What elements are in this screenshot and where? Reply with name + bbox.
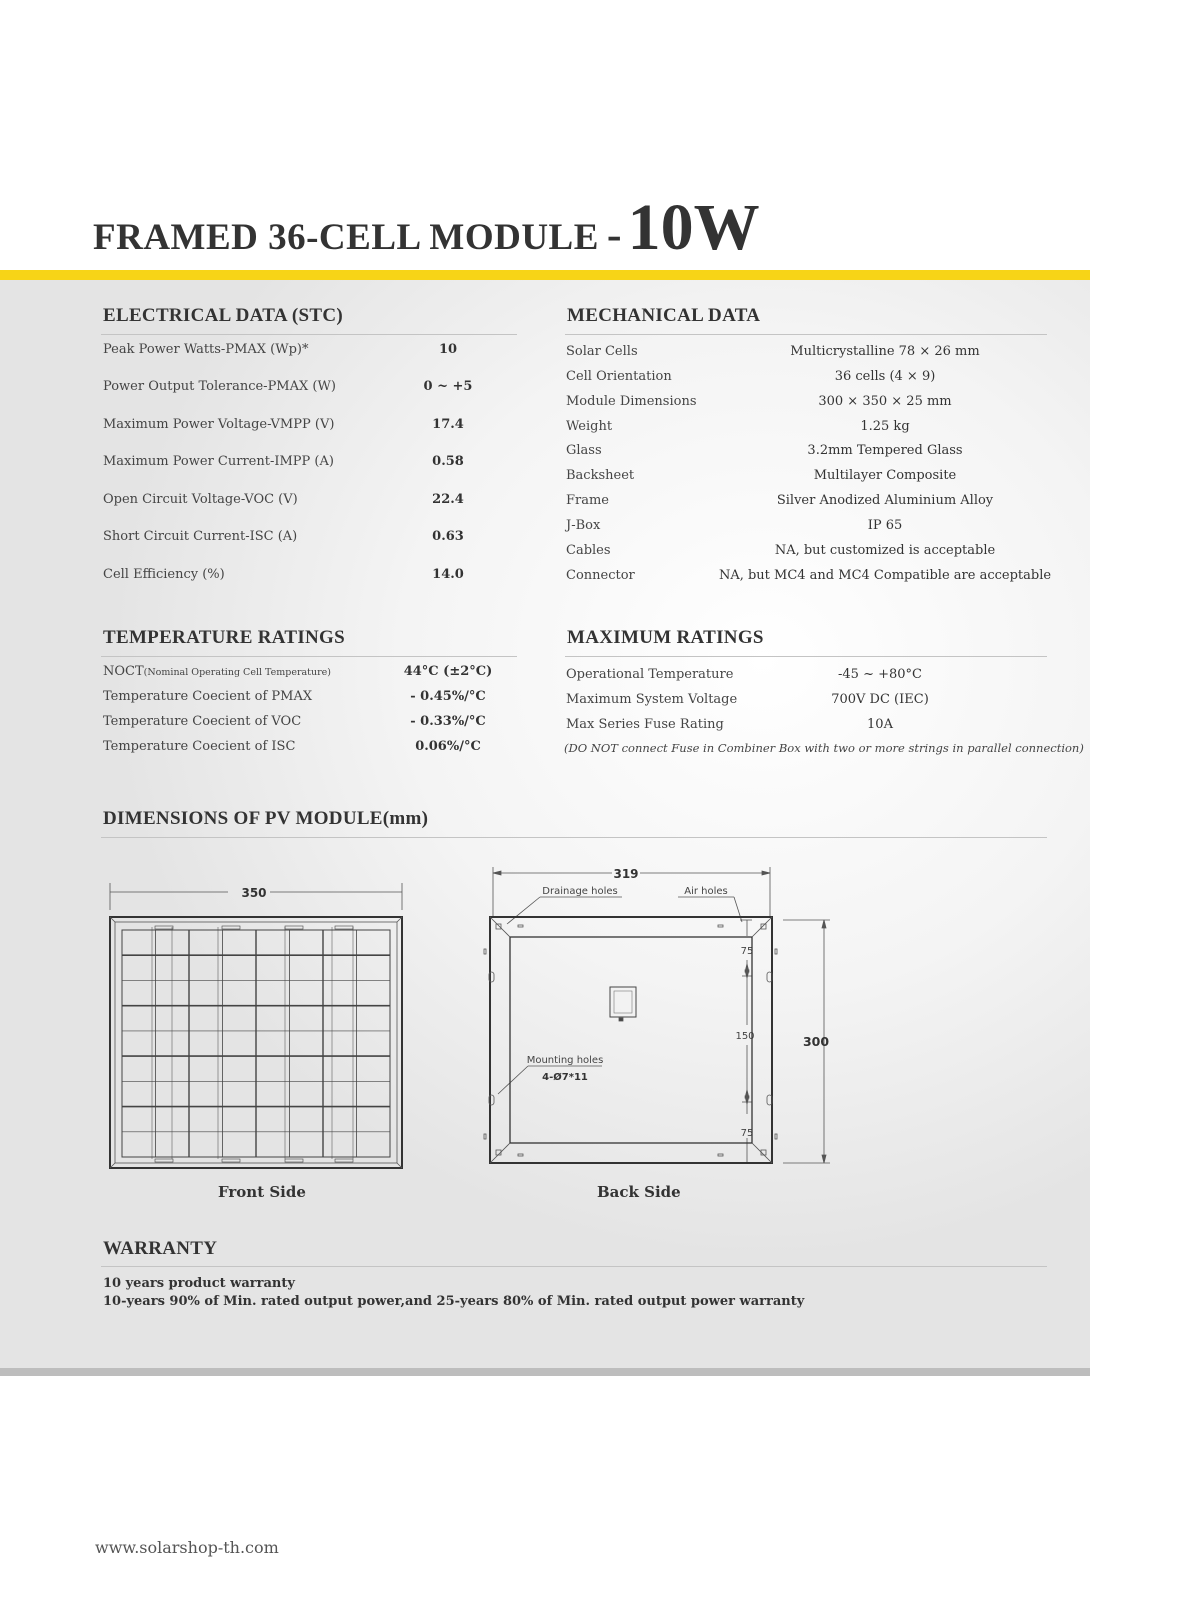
warranty-heading: WARRANTY — [103, 1238, 218, 1259]
mechanical-label: Backsheet — [566, 468, 635, 483]
mechanical-label: Cell Orientation — [566, 369, 672, 384]
temperature-label: Temperature Coecient of ISC — [103, 739, 296, 754]
bus-bar-tab — [285, 926, 303, 929]
dim-bot-label: 75 — [740, 1128, 754, 1139]
electrical-label: Cell Efficiency (%) — [103, 567, 225, 582]
mechanical-label: Glass — [566, 443, 602, 458]
electrical-label: Maximum Power Voltage-VMPP (V) — [103, 417, 335, 432]
maximum-value: 700V DC (IEC) — [831, 692, 929, 707]
electrical-value: 17.4 — [432, 417, 464, 432]
electrical-heading: ELECTRICAL DATA (STC) — [103, 305, 343, 326]
bus-bar-tab — [335, 1159, 353, 1162]
maximum-value: -45 ~ +80°C — [838, 667, 922, 682]
warranty-line-1: 10 years product warranty — [103, 1276, 295, 1291]
dim-mid-label: 150 — [735, 1031, 755, 1042]
temperature-rule — [101, 656, 517, 657]
yellow-accent-bar — [0, 270, 1090, 280]
mechanical-label: Connector — [566, 568, 635, 583]
mechanical-rule — [565, 334, 1047, 335]
mechanical-label: Module Dimensions — [566, 394, 697, 409]
noct-value: 44°C (±2°C) — [403, 664, 493, 679]
mechanical-heading: MECHANICAL DATA — [567, 305, 761, 326]
temperature-value: 0.06%/°C — [415, 739, 481, 754]
mechanical-label: J-Box — [566, 518, 601, 533]
mechanical-value: NA, but MC4 and MC4 Compatible are acceptable — [718, 568, 1052, 583]
electrical-label: Power Output Tolerance-PMAX (W) — [103, 379, 336, 394]
noct-sublabel: (Nominal Operating Cell Temperature) — [143, 667, 331, 678]
temperature-value: - 0.45%/°C — [410, 689, 486, 704]
electrical-value: 10 — [438, 342, 458, 357]
electrical-value: 0 ~ +5 — [423, 379, 473, 394]
maximum-note: (DO NOT connect Fuse in Combiner Box with two or more strings in parallel connection) — [564, 741, 1084, 755]
electrical-label: Maximum Power Current-IMPP (A) — [103, 454, 334, 469]
electrical-label: Short Circuit Current-ISC (A) — [103, 529, 298, 544]
front-side-caption: Front Side — [218, 1183, 306, 1201]
page-title — [93, 190, 760, 266]
electrical-label: Peak Power Watts-PMAX (Wp)* — [103, 342, 309, 357]
mounting-spec-label: 4-Ø7*11 — [542, 1072, 588, 1083]
temperature-heading: TEMPERATURE RATINGS — [103, 627, 345, 648]
electrical-rule — [101, 334, 517, 335]
title-main: FRAMED 36-CELL MODULE — [93, 217, 599, 258]
electrical-value: 0.63 — [432, 529, 464, 544]
mechanical-value: NA, but customized is acceptable — [774, 543, 996, 558]
temperature-label: Temperature Coecient of VOC — [103, 714, 302, 729]
mechanical-value: Silver Anodized Aluminium Alloy — [776, 493, 994, 508]
drainage-holes-label: Drainage holes — [542, 886, 618, 897]
dimensions-rule — [101, 837, 1047, 838]
mechanical-value: 36 cells (4 × 9) — [834, 369, 936, 384]
front-width-label: 350 — [241, 886, 267, 900]
dim-top-label: 75 — [740, 946, 754, 957]
mechanical-value: 1.25 kg — [860, 419, 910, 434]
bottom-divider-bar — [0, 1368, 1090, 1376]
bus-bar-tab — [155, 926, 173, 929]
back-height-label: 300 — [802, 1034, 830, 1049]
mechanical-value: 3.2mm Tempered Glass — [807, 443, 963, 458]
maximum-heading: MAXIMUM RATINGS — [567, 627, 764, 648]
temperature-value: - 0.33%/°C — [410, 714, 486, 729]
electrical-value: 0.58 — [432, 454, 464, 469]
back-side-caption: Back Side — [597, 1183, 681, 1201]
mechanical-value: IP 65 — [867, 518, 903, 533]
bus-bar-tab — [285, 1159, 303, 1162]
bus-bar-tab — [155, 1159, 173, 1162]
footer-url[interactable]: www.solarshop-th.com — [95, 1538, 279, 1557]
warranty-line-2: 10-years 90% of Min. rated output power,and 25-years 80% of Min. rated output power warranty — [103, 1294, 805, 1309]
maximum-rule — [565, 656, 1047, 657]
electrical-value: 14.0 — [432, 567, 464, 582]
mechanical-value: Multicrystalline 78 × 26 mm — [790, 344, 980, 359]
mechanical-value: Multilayer Composite — [813, 468, 957, 483]
title-power: 10W — [627, 191, 760, 264]
back-width-label: 319 — [613, 867, 639, 881]
bus-bar-tab — [335, 926, 353, 929]
mechanical-label: Frame — [566, 493, 610, 508]
maximum-label: Operational Temperature — [566, 667, 734, 682]
electrical-label: Open Circuit Voltage-VOC (V) — [103, 492, 298, 507]
dimensions-heading: DIMENSIONS OF PV MODULE(mm) — [103, 808, 429, 829]
mechanical-value: 300 × 350 × 25 mm — [818, 394, 952, 409]
electrical-value: 22.4 — [432, 492, 464, 507]
air-holes-label: Air holes — [684, 886, 728, 897]
title-dash: - — [606, 210, 622, 259]
mounting-holes-label: Mounting holes — [526, 1055, 604, 1066]
back-side-drawing — [480, 862, 840, 1177]
bus-bar-tab — [222, 1159, 240, 1162]
noct-label-text: NOCT — [103, 664, 144, 679]
mechanical-label: Cables — [566, 543, 611, 558]
temperature-label: Temperature Coecient of PMAX — [103, 689, 313, 704]
maximum-label: Max Series Fuse Rating — [566, 717, 724, 732]
front-side-drawing — [100, 870, 410, 1175]
noct-label — [103, 664, 331, 679]
mechanical-label: Weight — [566, 419, 613, 434]
warranty-rule — [101, 1266, 1047, 1267]
front-cell-grid — [122, 926, 390, 1162]
bus-bar-tab — [222, 926, 240, 929]
mechanical-label: Solar Cells — [566, 344, 638, 359]
maximum-value: 10A — [867, 717, 893, 732]
maximum-label: Maximum System Voltage — [566, 692, 738, 707]
